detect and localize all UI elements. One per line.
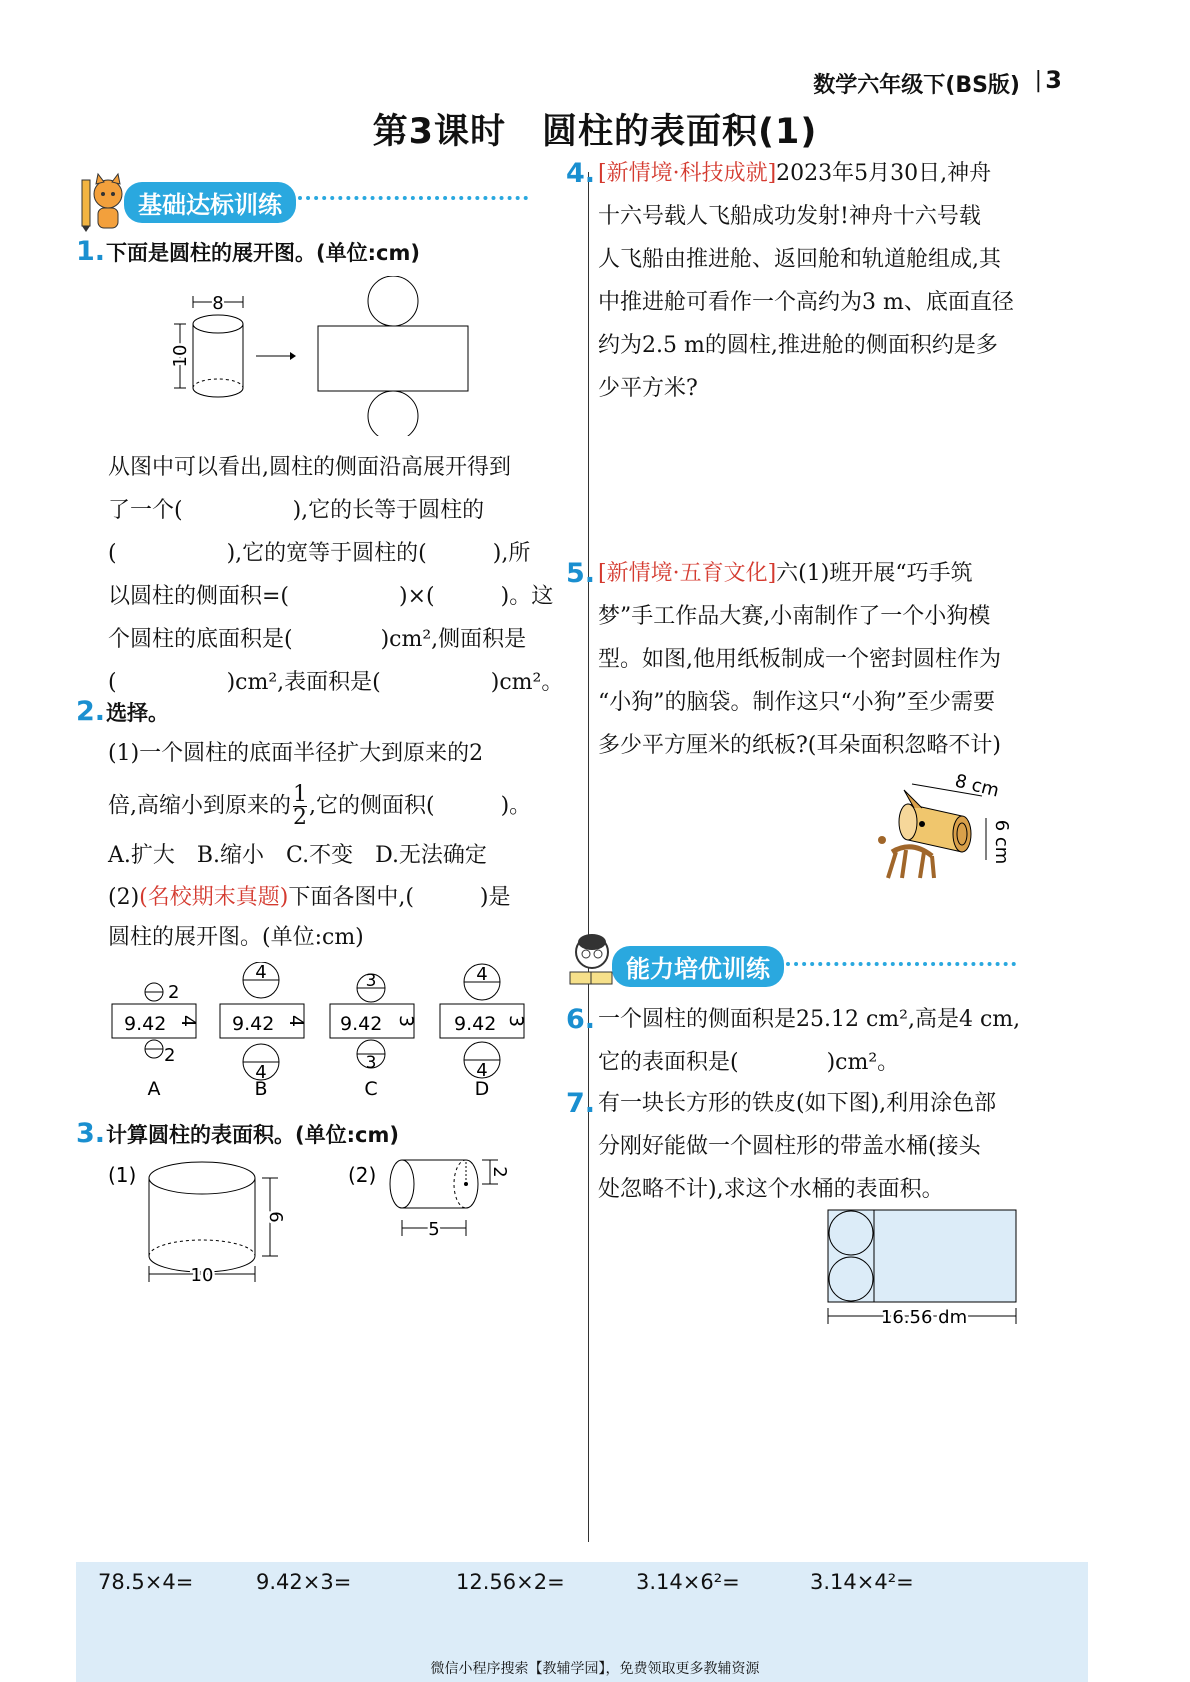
q5-line: 多少平方厘米的纸板?(耳朵面积忽略不计) — [598, 733, 1001, 758]
q4-line: 少平方米? — [598, 376, 698, 401]
fig-b-len: 9.42 — [232, 1013, 275, 1035]
q6-number: 6. — [566, 1004, 596, 1035]
q3-figures — [104, 1156, 544, 1306]
q1-line: 以圆柱的侧面积=( )×( )。这 — [108, 584, 554, 609]
q1-number: 1. — [76, 236, 106, 267]
fig-c-len: 9.42 — [340, 1013, 383, 1035]
q5-dim-l: 8 cm — [952, 770, 1002, 802]
column-divider — [588, 172, 589, 1542]
q2-p2-line1 — [108, 876, 511, 919]
fig-c-wid: 3 — [395, 1014, 417, 1028]
fraction-numerator: 1 — [293, 782, 307, 807]
page-title: 第3课时 圆柱的表面积(1) — [372, 112, 818, 152]
boy-reading-icon — [566, 932, 614, 988]
fig-a-top: 2 — [168, 982, 180, 1003]
q2-figures — [104, 962, 544, 1112]
q7-number: 7. — [566, 1088, 596, 1119]
q4-line: 十六号载人飞船成功发射!神舟十六号载 — [598, 204, 981, 229]
fig-d-top: 4 — [476, 964, 488, 985]
q5-line: 六(1)班开展“巧手筑 — [776, 561, 973, 586]
q1-line: 从图中可以看出,圆柱的侧面沿高展开得到 — [108, 455, 511, 480]
cat-mascot-icon — [80, 172, 124, 232]
q4-line: 约为2.5 m的圆柱,推进舱的侧面积约是多 — [598, 333, 998, 358]
q1-dim-h: 10 — [170, 344, 191, 368]
fig-c-top: 3 — [365, 971, 377, 991]
section-basic-title: 基础达标训练 — [124, 182, 296, 223]
q7-line: 有一块长方形的铁皮(如下图),利用涂色部 — [598, 1091, 997, 1116]
q6-line: 一个圆柱的侧面积是25.12 cm²,高是4 cm, — [598, 1007, 1021, 1032]
header-separator: | — [1034, 68, 1042, 93]
q3-f1-d: 10 — [190, 1265, 214, 1286]
q6-text — [598, 998, 1038, 1084]
q7-line: 分刚好能做一个圆柱形的带盖水桶(接头 — [598, 1134, 981, 1159]
q2-prompt: 选择。 — [106, 701, 169, 725]
fig-d-len: 9.42 — [454, 1013, 497, 1035]
calc-item: 9.42×3= — [256, 1570, 352, 1594]
footer-note: 微信小程序搜索【教辅学园】，免费领取更多教辅资源 — [430, 1661, 760, 1677]
q3-f2-r: 2 — [489, 1166, 510, 1178]
q1-dim-d: 8 — [212, 293, 224, 314]
q1-text — [108, 446, 563, 704]
q5-line: 型。如图,他用纸板制成一个密封圆柱作为 — [598, 647, 1001, 672]
fraction-denominator: 2 — [293, 805, 307, 830]
q2-p2-pre: (2) — [108, 885, 140, 910]
q5-text — [598, 552, 1038, 767]
q4-line: 中推进舱可看作一个高约为3 m、底面直径 — [598, 290, 1014, 315]
q2-p2-line2: 圆柱的展开图。(单位:cm) — [108, 925, 364, 950]
q7-text — [598, 1082, 1038, 1211]
q4-tag: [新情境·科技成就] — [598, 161, 777, 186]
fig-c-bot: 3 — [365, 1053, 377, 1073]
calc-item: 3.14×4²= — [810, 1570, 914, 1594]
fig-b-label: B — [254, 1078, 268, 1100]
q3-f1-h: 6 — [265, 1211, 286, 1223]
q6-line: 它的表面积是( )cm²。 — [598, 1050, 900, 1075]
calc-item: 12.56×2= — [456, 1570, 565, 1594]
fig-a-bot: 2 — [164, 1045, 176, 1066]
q1-figure — [160, 276, 480, 436]
q3-f2-label: (2) — [348, 1163, 377, 1187]
q4-text — [598, 152, 1038, 410]
q2-number: 2. — [76, 696, 106, 727]
q1-line: 个圆柱的底面积是( )cm²,侧面积是 — [108, 627, 527, 652]
fig-d-wid: 3 — [505, 1014, 527, 1028]
option-figure-c — [330, 971, 417, 1100]
option-figure-b — [220, 962, 307, 1100]
q2-p1-text: 倍,高缩小到原来的 — [108, 793, 291, 819]
fraction — [293, 784, 307, 829]
q7-dim: 16.56 dm — [880, 1307, 968, 1328]
fig-d-bot: 4 — [476, 1060, 488, 1081]
q5-line: “小狗”的脑袋。制作这只“小狗”至少需要 — [598, 690, 995, 715]
fig-a-wid: 4 — [177, 1014, 199, 1028]
q7-figure — [820, 1206, 1030, 1332]
q5-number: 5. — [566, 558, 596, 589]
q1-line: 了一个( ),它的长等于圆柱的 — [108, 498, 485, 523]
book-title: 数学六年级下(BS版) — [813, 73, 1020, 98]
q5-line: 梦”手工作品大赛,小南制作了一个小狗模 — [598, 604, 991, 629]
q1-line: ( )cm²,表面积是( )cm²。 — [108, 670, 564, 695]
q5-tag: [新情境·五育文化] — [598, 561, 777, 586]
calc-item: 78.5×4= — [98, 1570, 194, 1594]
q4-line: 人飞船由推进舱、返回舱和轨道舱组成,其 — [598, 247, 1001, 272]
option-figure-a — [112, 982, 199, 1100]
q2-p1-tail: ,它的侧面积( )。 — [309, 793, 532, 819]
q3-number: 3. — [76, 1118, 106, 1149]
q3-prompt: 计算圆柱的表面积。(单位:cm) — [106, 1123, 399, 1147]
fig-a-len: 9.42 — [124, 1013, 167, 1035]
fig-b-wid: 4 — [285, 1014, 307, 1028]
section-advanced-title: 能力培优训练 — [612, 946, 784, 987]
q4-number: 4. — [566, 158, 596, 189]
q2-p1-line1: (1)一个圆柱的底面半径扩大到原来的2 — [108, 741, 484, 766]
dog-model-figure — [862, 760, 1032, 890]
calc-item: 3.14×6²= — [636, 1570, 740, 1594]
q1-line: ( ),它的宽等于圆柱的( ),所 — [108, 541, 531, 566]
fig-b-bot: 4 — [255, 1062, 267, 1083]
fig-b-top: 4 — [255, 962, 267, 983]
q5-dim-d: 6 cm — [991, 819, 1012, 865]
option-figure-d — [440, 964, 527, 1100]
q2-p2-post: 下面各图中,( )是 — [288, 885, 511, 910]
q1-prompt: 下面是圆柱的展开图。(单位:cm) — [106, 241, 420, 265]
q2-p1-line2 — [108, 784, 531, 829]
fig-c-label: C — [364, 1078, 378, 1100]
q7-line: 处忽略不计),求这个水桶的表面积。 — [598, 1177, 944, 1202]
section-dots — [786, 962, 1016, 966]
page-number: 3 — [1045, 66, 1062, 94]
q4-line: 2023年5月30日,神舟 — [776, 161, 992, 186]
q3-f2-l: 5 — [428, 1219, 440, 1240]
fig-a-label: A — [147, 1078, 161, 1100]
q3-f1-label: (1) — [108, 1163, 137, 1187]
fig-d-label: D — [474, 1078, 490, 1100]
q2-p2-tag: (名校期末真题) — [139, 885, 289, 910]
section-dots — [298, 196, 528, 200]
q2-options: A.扩大 B.缩小 C.不变 D.无法确定 — [108, 843, 487, 868]
